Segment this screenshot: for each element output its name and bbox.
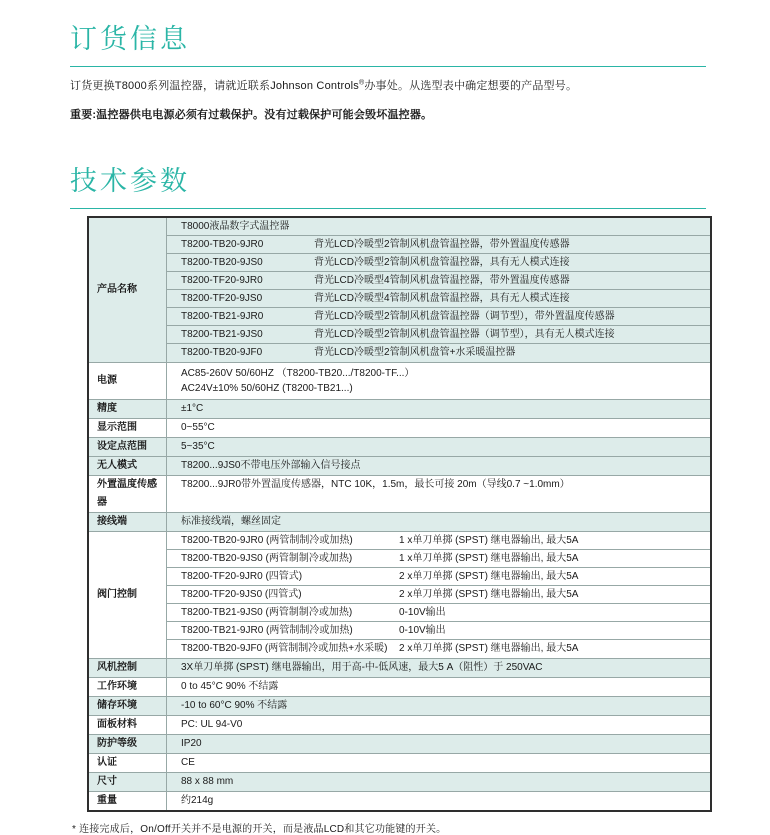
- spec-row: [89, 419, 710, 438]
- spec-label: 接线端: [89, 513, 167, 531]
- model-description: 背光LCD冷暖型4管制风机盘管温控器，具有无人模式连接: [314, 293, 570, 305]
- model-number: T8200-TB20-9JS0: [181, 257, 263, 269]
- spec-content: [167, 419, 710, 437]
- spec-label: 阀门控制: [89, 532, 167, 658]
- model-description: 背光LCD冷暖型2管制风机盘管温控器（调节型），具有无人模式连接: [314, 329, 615, 341]
- spec-content: [167, 218, 710, 362]
- model-description: 2 x单刀单掷 (SPST) 继电器输出, 最大5A: [399, 589, 579, 601]
- ordering-intro-pre: 订货更换T8000系列温控器，请就近联系Johnson Controls: [70, 80, 359, 93]
- spec-label: 工作环境: [89, 678, 167, 696]
- model-number: T8200-TB20-9JF0: [181, 347, 263, 359]
- model-number: T8200-TF20-9JR0 (四管式): [181, 571, 303, 583]
- model-number: T8200-TB21-9JS0 (两管制制冷或加热): [181, 607, 353, 619]
- model-number: T8200-TB20-9JS0 (两管制制冷或加热): [181, 553, 353, 565]
- spec-content: [167, 438, 710, 456]
- spec-label: 显示范围: [89, 419, 167, 437]
- spec-label: 外置温度传感器: [89, 476, 167, 512]
- spec-content: [167, 716, 710, 734]
- spec-value: 5~35°C: [181, 441, 215, 453]
- spec-value: 标准接线端，螺丝固定: [181, 516, 281, 528]
- spec-content: [167, 735, 710, 753]
- spec-value: T8200...9JR0带外置温度传感器，NTC 10K，1.5m，最长可接 20m（导线0.7 ~1.0mm）: [181, 479, 570, 491]
- spec-row: [89, 792, 710, 810]
- spec-label: 防护等级: [89, 735, 167, 753]
- spec-value: [167, 363, 710, 399]
- model-description: 0-10V输出: [399, 607, 446, 619]
- model-number: T8200-TF20-9JS0: [181, 293, 263, 305]
- spec-content: [167, 659, 710, 677]
- spec-label: 产品名称: [89, 218, 167, 362]
- spec-content: [167, 754, 710, 772]
- model-number: T8200-TB21-9JS0: [181, 329, 263, 341]
- spec-content: [167, 773, 710, 791]
- model-number: T8200-TB21-9JR0: [181, 311, 264, 323]
- spec-content: [167, 532, 710, 658]
- spec-sub-row: [167, 568, 710, 586]
- spec-table: [87, 216, 712, 812]
- model-description: 背光LCD冷暖型2管制风机盘管+水采暖温控器: [314, 347, 516, 359]
- spec-row: [89, 659, 710, 678]
- spec-row: [89, 532, 710, 659]
- spec-value: 3X单刀单掷 (SPST) 继电器输出，用于高-中-低风速，最大5 A（阻性）于 250VAC: [181, 662, 543, 674]
- spec-row: [89, 735, 710, 754]
- model-description: 0-10V输出: [399, 625, 446, 637]
- spec-row: [89, 773, 710, 792]
- spec-content: [167, 457, 710, 475]
- spec-content: [167, 400, 710, 418]
- spec-value: 88 x 88 mm: [181, 776, 234, 788]
- model-number: T8000液晶数字式温控器: [181, 221, 290, 233]
- model-description: 背光LCD冷暖型4管制风机盘管温控器，带外置温度传感器: [314, 275, 570, 287]
- spec-row: [89, 400, 710, 419]
- spec-label: 设定点范围: [89, 438, 167, 456]
- spec-label: 尺寸: [89, 773, 167, 791]
- spec-content: [167, 513, 710, 531]
- spec-row: [89, 363, 710, 400]
- spec-sub-row: [167, 622, 710, 640]
- spec-content: [167, 697, 710, 715]
- specs-title-rule: [70, 208, 706, 209]
- model-description: [314, 218, 710, 235]
- ordering-section-title: 订货信息: [70, 24, 190, 54]
- specs-section-title: 技术参数: [70, 166, 190, 197]
- spec-sub-row: [167, 532, 710, 550]
- model-description: 1 x单刀单掷 (SPST) 继电器输出, 最大5A: [399, 535, 579, 547]
- model-number: T8200-TB20-9JF0 (两管制制冷或加热+水采暖): [181, 643, 388, 655]
- model-description: 1 x单刀单掷 (SPST) 继电器输出, 最大5A: [399, 553, 579, 565]
- model-number: T8200-TB20-9JR0 (两管制制冷或加热): [181, 535, 353, 547]
- spec-row: [89, 438, 710, 457]
- spec-value: T8200...9JS0不带电压外部输入信号接点: [181, 460, 361, 472]
- model-number: T8200-TB20-9JR0: [181, 239, 264, 251]
- spec-content: [167, 792, 710, 810]
- spec-content: [167, 363, 710, 399]
- model-number: T8200-TB21-9JR0 (两管制制冷或加热): [181, 625, 353, 637]
- spec-label: 电源: [89, 363, 167, 399]
- spec-sub-row: [167, 236, 710, 254]
- spec-value: 约214g: [181, 795, 214, 807]
- spec-row: [89, 697, 710, 716]
- spec-label: 精度: [89, 400, 167, 418]
- spec-sub-row: [167, 586, 710, 604]
- spec-sub-row: [167, 254, 710, 272]
- spec-sub-row: [167, 604, 710, 622]
- spec-value: 0~55°C: [181, 422, 215, 434]
- model-number: T8200-TF20-9JS0 (四管式): [181, 589, 302, 601]
- spec-sub-row: [167, 218, 710, 236]
- spec-value-line: AC24V±10% 50/60HZ (T8200-TB21...): [181, 383, 353, 395]
- spec-row: [89, 513, 710, 532]
- footnote: * 连接完成后，On/Off开关并不是电源的开关，而是液晶LCD和其它功能键的开关。: [72, 824, 447, 835]
- spec-value: PC: UL 94-V0: [181, 719, 243, 731]
- model-description: 2 x单刀单掷 (SPST) 继电器输出, 最大5A: [399, 643, 579, 655]
- spec-row: [89, 218, 710, 363]
- spec-value: CE: [181, 757, 195, 769]
- spec-content: [167, 476, 710, 512]
- ordering-title-rule: [70, 66, 706, 67]
- model-description: 背光LCD冷暖型2管制风机盘管温控器，带外置温度传感器: [314, 239, 570, 251]
- spec-content: [167, 678, 710, 696]
- spec-value: ±1°C: [181, 403, 204, 415]
- spec-label: 重量: [89, 792, 167, 810]
- registered-trademark-symbol: ®: [359, 79, 365, 87]
- spec-row: [89, 678, 710, 697]
- model-description: 背光LCD冷暖型2管制风机盘管温控器（调节型），带外置温度传感器: [314, 311, 615, 323]
- spec-sub-row: [167, 550, 710, 568]
- spec-value-line: AC85-260V 50/60HZ （T8200-TB20.../T8200-TF...）: [181, 368, 415, 380]
- spec-sub-row: [167, 272, 710, 290]
- spec-label: 面板材料: [89, 716, 167, 734]
- spec-label: 储存环境: [89, 697, 167, 715]
- model-description: 2 x单刀单掷 (SPST) 继电器输出, 最大5A: [399, 571, 579, 583]
- spec-label: 风机控制: [89, 659, 167, 677]
- spec-value: -10 to 60°C 90% 不结露: [181, 700, 288, 712]
- ordering-intro-post: 办事处。从选型表中确定想要的产品型号。: [364, 80, 578, 93]
- spec-sub-row: [167, 344, 710, 362]
- spec-sub-row: [167, 308, 710, 326]
- spec-label: 无人模式: [89, 457, 167, 475]
- ordering-intro-text: [70, 77, 706, 93]
- spec-value: IP20: [181, 738, 202, 750]
- model-description: 背光LCD冷暖型2管制风机盘管温控器，具有无人模式连接: [314, 257, 570, 269]
- spec-row: [89, 457, 710, 476]
- spec-row: [89, 716, 710, 735]
- spec-label: 认证: [89, 754, 167, 772]
- spec-row: [89, 476, 710, 513]
- ordering-important-note: 重要:温控器供电电源必须有过载保护。没有过载保护可能会毁坏温控器。: [70, 109, 433, 122]
- spec-value: 0 to 45°C 90% 不结露: [181, 681, 279, 693]
- spec-sub-row: [167, 326, 710, 344]
- spec-sub-row: [167, 290, 710, 308]
- spec-sub-row: [167, 640, 710, 658]
- spec-row: [89, 754, 710, 773]
- model-number: T8200-TF20-9JR0: [181, 275, 263, 287]
